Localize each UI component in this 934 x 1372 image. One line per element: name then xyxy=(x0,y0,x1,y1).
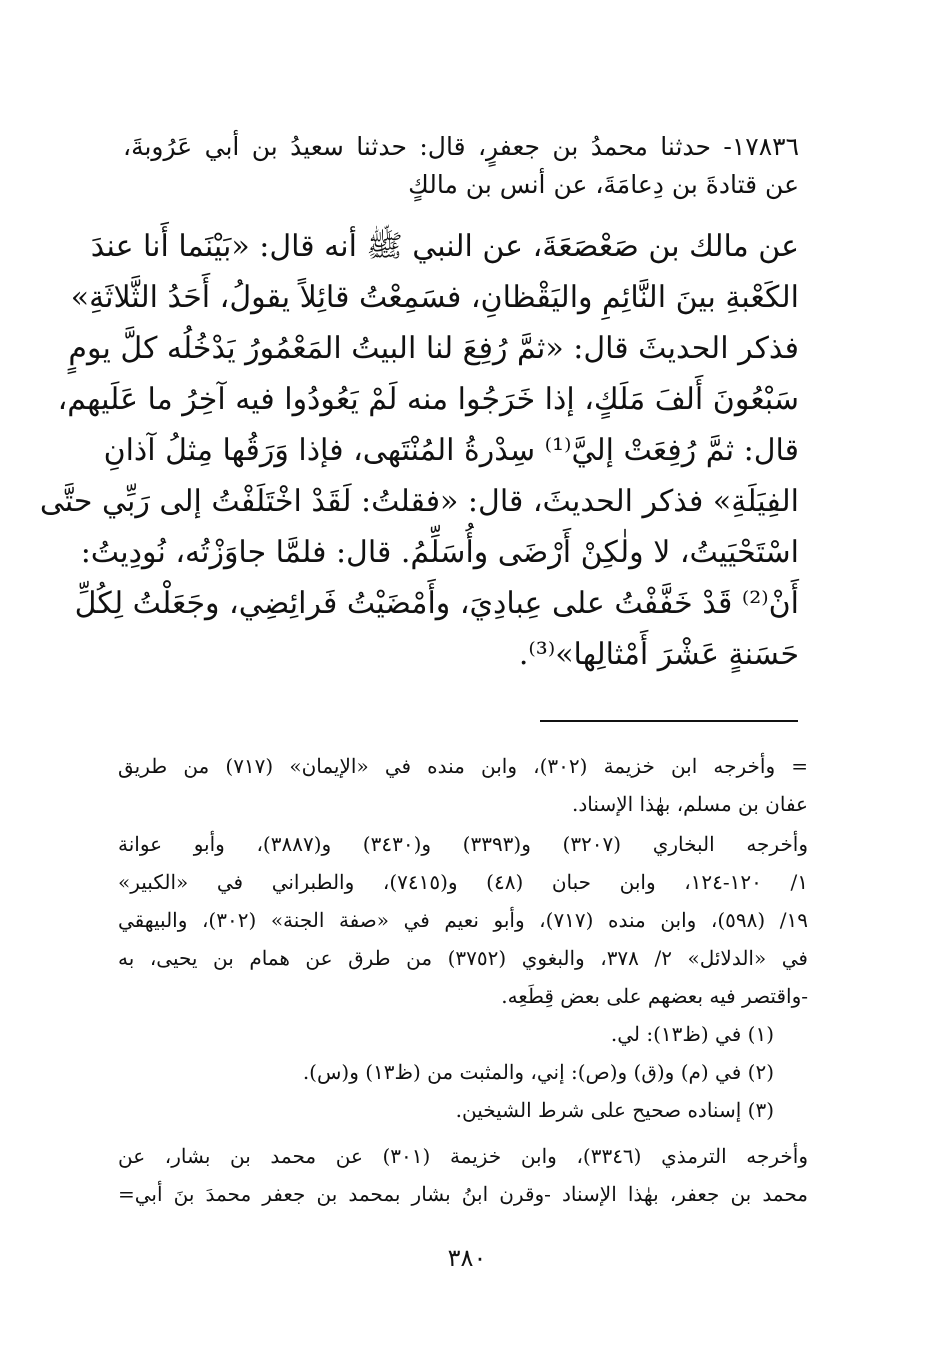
hadith-chain-line: عن قتادةَ بن دِعامَةَ، عن أنس بن مالكٍ xyxy=(408,170,799,199)
hadith-text-line: سَبْعُونَ أَلفَ مَلَكٍ، إذا خَرَجُوا منه لَمْ يَعُودُوا فيه آخِرُ ما عَلَيهم، xyxy=(57,382,799,417)
footnote-line: وأخرجه الترمذي (٣٣٤٦)، وابن خزيمة (٣٠١) عن محمد بن بشار، عن xyxy=(118,1144,808,1168)
footnote-note: (٢) في (م) و(ق) و(ص): إني، والمثبت من (ظ١٣) و(س). xyxy=(302,1060,774,1084)
hadith-chain-line: ١٧٨٣٦- حدثنا محمدُ بن جعفرٍ، قال: حدثنا سعيدُ بن أبي عَرُوبةَ، xyxy=(123,132,799,161)
footnote-line: ١٩/ (٥٩٨)، وابن منده (٧١٧)، وأبو نعيم في «صفة الجنة» (٣٠٢)، والبيهقي xyxy=(118,908,808,932)
hadith-text-line: الفِيَلَةِ» فذكر الحديثَ، قال: «فقلتُ: لَقَدْ اخْتَلَفْتُ إلى رَبِّي حتَّى xyxy=(39,484,799,519)
footnote-line: ١/ ١٢٠-١٢٤، وابن حبان (٤٨) و(٧٤١٥)، والطبراني في «الكبير» xyxy=(118,870,808,894)
footnote-line: عفان بن مسلم، بهٰذا الإسناد. xyxy=(572,792,808,816)
footnote-line: وأخرجه البخاري (٣٢٠٧) و(٣٣٩٣) و(٣٤٣٠) و(٣٨٨٧)، وأبو عوانة xyxy=(118,832,809,856)
hadith-text-line: أَنْ⁽²⁾ قَدْ خَفَّفْتُ على عِبادِيَ، وأَمْضَيْتُ فَرائِضِي، وجَعَلْتُ لِكُلِّ xyxy=(74,586,799,621)
footnote-separator xyxy=(540,720,798,722)
hadith-text-line: عن مالك بن صَعْصَعَةَ، عن النبي ﷺ أنه قال: «بَيْنَما أَنا عندَ xyxy=(90,229,799,264)
hadith-text-line: قال: ثمَّ رُفِعَتْ إليَّ⁽¹⁾ سِدْرةُ المُنْتَهى، فإذا وَرَقُها مِثلُ آذانِ xyxy=(103,433,799,468)
footnote-line: في «الدلائل» ٢/ ٣٧٨، والبغوي (٣٧٥٢) من طرق عن همام بن يحيى، به xyxy=(118,946,808,970)
footnote-line: = وأخرجه ابن خزيمة (٣٠٢)، وابن منده في «الإيمان» (٧١٧) من طريق xyxy=(118,754,808,778)
footnote-line: محمد بن جعفر، بهٰذا الإسناد -وقرن ابنُ بشار بمحمد بن جعفر محمدَ بنَ أبي= xyxy=(118,1182,808,1206)
hadith-text-line: اسْتَحْيَيتُ، لا ولٰكِنْ أَرْضَى وأُسَلِّمُ. قال: فلمَّا جاوَزْتُه، نُودِيتُ: xyxy=(80,535,799,570)
footnote-note: (٣) إسناده صحيح على شرط الشيخين. xyxy=(455,1098,774,1122)
footnote-line: -واقتصر فيه بعضهم على بعض قِطَعِه. xyxy=(501,984,808,1008)
footnote-note: (١) في (ظ١٣): لي. xyxy=(610,1022,774,1046)
hadith-text-line: فذكر الحديثَ قال: «ثمَّ رُفِعَ لنا البيتُ المَعْمُورُ يَدْخُلُه كلَّ يومٍ xyxy=(68,331,799,366)
hadith-text-line: الكَعْبةِ بينَ النَّائِمِ واليَقْظانِ، فسَمِعْتُ قائِلاً يقولُ، أَحَدُ الثَّلاثَةِ» xyxy=(70,280,799,315)
hadith-text-line: حَسَنةٍ عَشْرَ أَمْثالِها»⁽³⁾. xyxy=(518,637,799,672)
page-number: ٣٨٠ xyxy=(447,1244,487,1272)
